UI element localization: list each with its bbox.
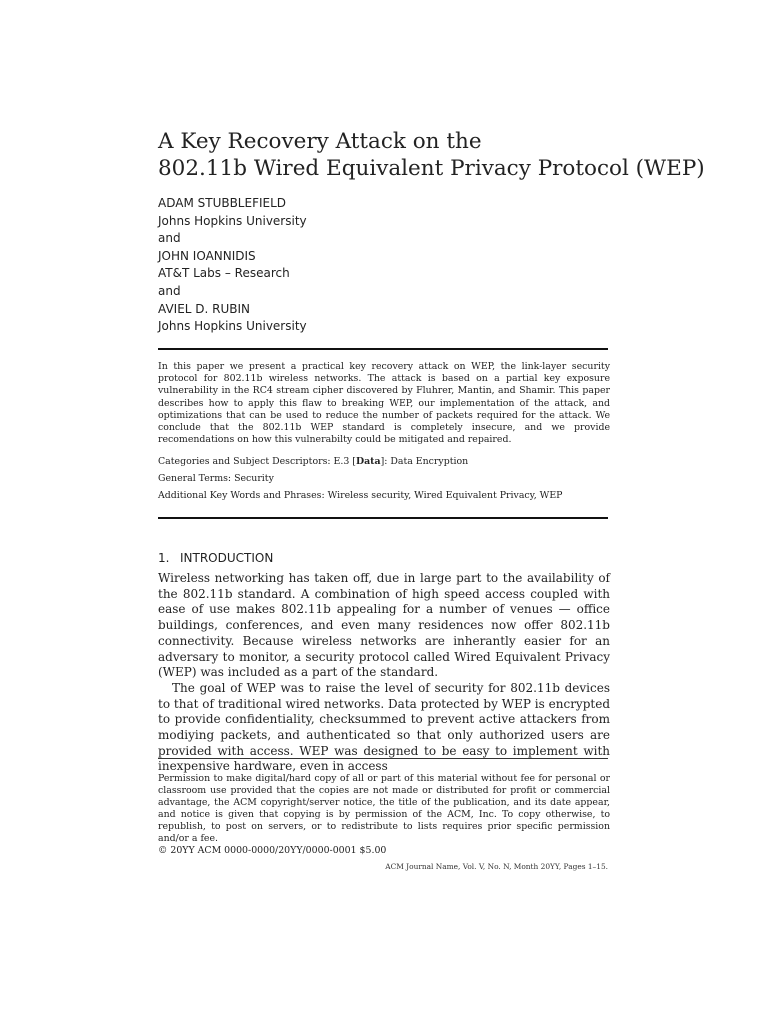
author-affiliation: AT&T Labs – Research bbox=[158, 266, 290, 281]
categories-bold: Data bbox=[355, 456, 381, 467]
paper-title bbox=[158, 128, 705, 182]
author-block bbox=[158, 195, 618, 336]
author-affiliation: Johns Hopkins University bbox=[158, 319, 307, 334]
author-name: JOHN IOANNIDIS bbox=[158, 248, 256, 263]
title-line-2: 802.11b Wired Equivalent Privacy Protocol (WEP) bbox=[158, 156, 705, 181]
author-name: ADAM STUBBLEFIELD bbox=[158, 196, 287, 210]
footnote-rule bbox=[158, 758, 608, 759]
running-footer: ACM Journal Name, Vol. V, No. N, Month 20YY, Pages 1–15. bbox=[385, 862, 608, 871]
keywords: Additional Key Words and Phrases: Wireless security, Wired Equivalent Privacy, WEP bbox=[158, 490, 563, 501]
categories-prefix: Categories and Subject Descriptors: E.3 [ bbox=[158, 456, 356, 467]
categories-descriptors bbox=[158, 456, 610, 468]
author-separator: and bbox=[158, 231, 181, 246]
footnote bbox=[158, 773, 610, 857]
general-terms: General Terms: Security bbox=[158, 473, 274, 484]
abstract-top-rule bbox=[158, 348, 608, 350]
section-title: INTRODUCTION bbox=[180, 551, 274, 565]
author-affiliation: Johns Hopkins University bbox=[158, 213, 307, 228]
abstract: In this paper we present a practical key recovery attack on WEP, the link-layer security protocol for 802.11b wireless networks. The attack is based on a partial key exposure vulnerability in the RC4 stream cipher discovered by Fluhrer, Mantin, and Shamir. This paper describes how to apply this flaw to breaking WEP, our implementation of the attack, and optimizations that can be used to reduce the number of packets required for the attack. We conclude that the 802.11b WEP standard is completely insecure, and we provide recomendations on how this vulnerabilty could be mitigated and repaired. bbox=[158, 361, 610, 446]
body-paragraph: The goal of WEP was to raise the level of security for 802.11b devices to that of traditional wired networks. Data protected by WEP is encrypted to provide confidentiality, checksummed to prevent active attackers from modiying packets, and authenticated so that only authorized users are provided with access. WEP was designed to be easy to implement with inexpensive hardware, even in access bbox=[158, 680, 610, 774]
author-separator: and bbox=[158, 283, 181, 298]
abstract-bottom-rule bbox=[158, 517, 608, 519]
copyright-notice: © 20YY ACM 0000-0000/20YY/0000-0001 $5.00 bbox=[158, 845, 387, 856]
author-name: AVIEL D. RUBIN bbox=[158, 301, 251, 316]
body-paragraph: Wireless networking has taken off, due in large part to the availability of the 802.11b standard. A combination of high speed access coupled with ease of use makes 802.11b appealing for a number of venues — office buildings, conferences, and even many residences now offer 802.11b connectivity. Because wireless networks are inherantly easier for an adversary to monitor, a security protocol called Wired Equivalent Privacy (WEP) was included as a part of the standard. bbox=[158, 571, 610, 680]
section-number: 1. bbox=[158, 551, 170, 565]
categories-suffix: ]: Data Encryption bbox=[380, 456, 469, 467]
body-text bbox=[158, 571, 610, 775]
permission-notice: Permission to make digital/hard copy of all or part of this material without fee for personal or classroom use provided that the copies are not made or distributed for profit or commercial advantage, the ACM copyright/server notice, the title of the publication, and its date appear, and notice is given that copying is by permission of the ACM, Inc. To copy otherwise, to republish, to post on servers, or to redistribute to lists requires prior specific permission and/or a fee. bbox=[158, 773, 610, 844]
title-line-1: A Key Recovery Attack on the bbox=[158, 129, 482, 154]
section-heading bbox=[158, 550, 273, 566]
